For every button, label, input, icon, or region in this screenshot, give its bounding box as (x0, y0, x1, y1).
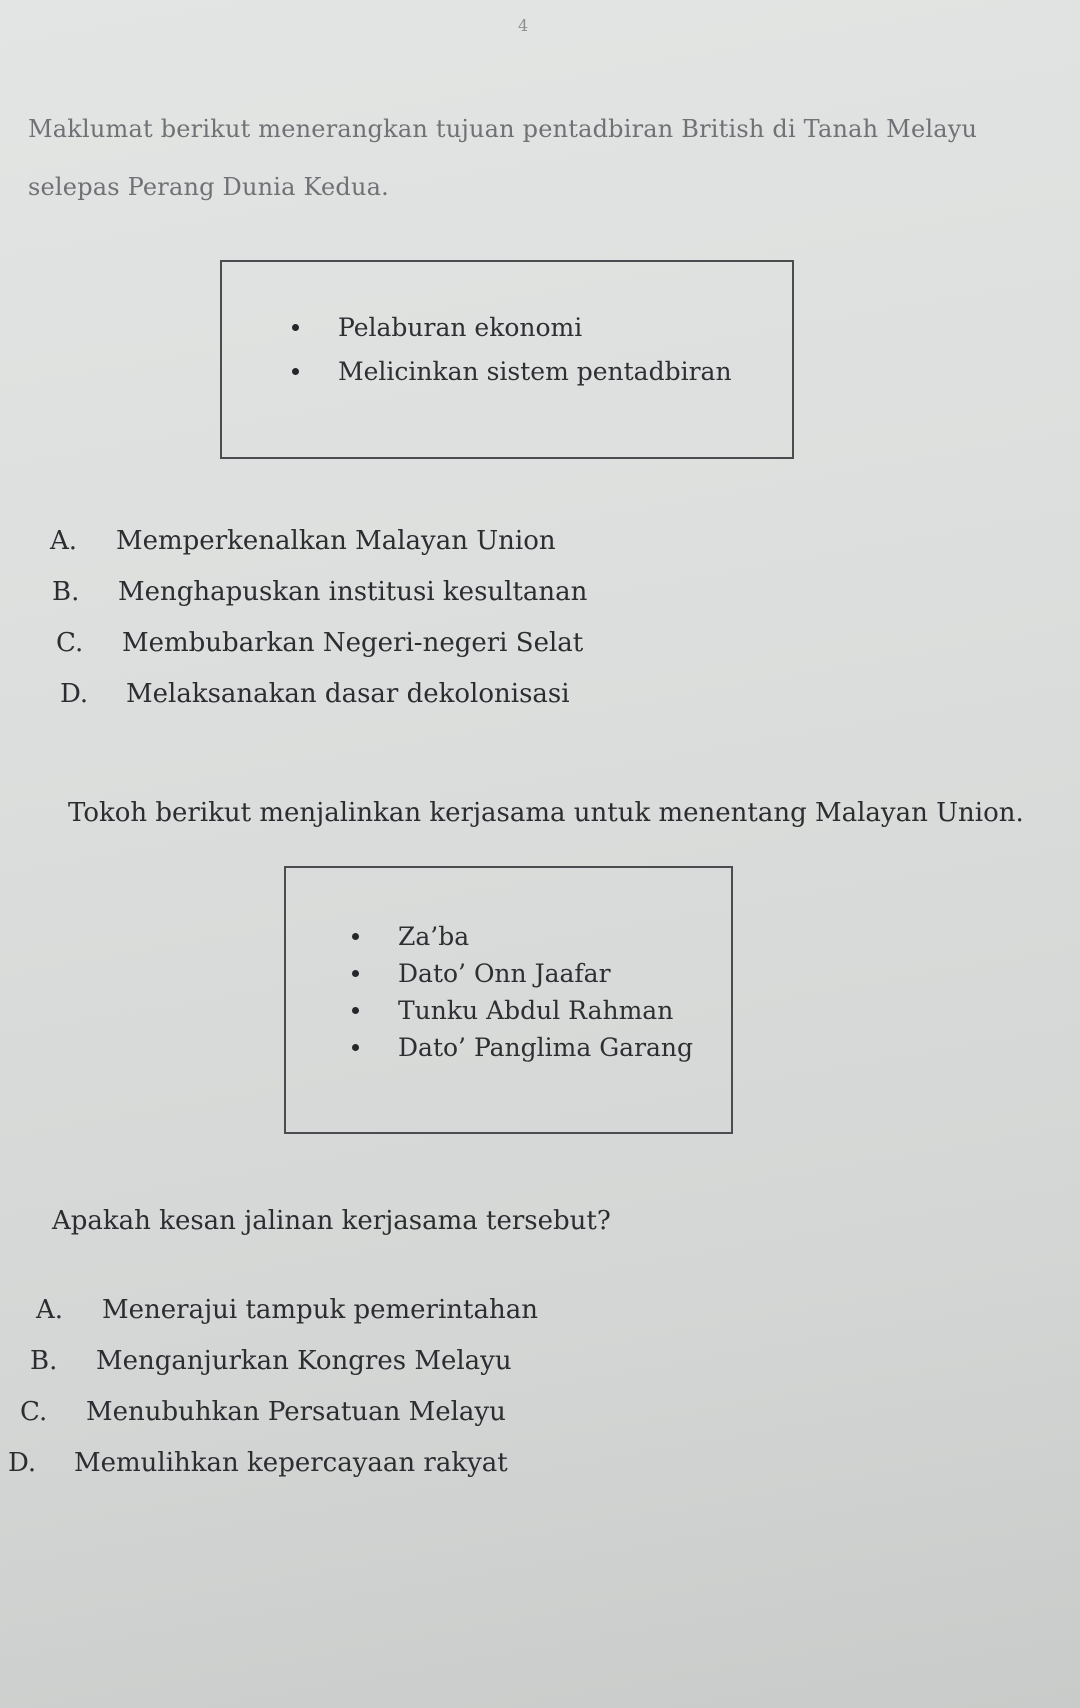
bullet-item (292, 306, 732, 350)
question1-options (50, 516, 588, 720)
option-b[interactable] (30, 1336, 532, 1387)
question2-options (8, 1285, 538, 1489)
option-c[interactable] (56, 618, 591, 669)
bullet-dot-icon (352, 933, 359, 940)
bullet-dot-icon (292, 324, 299, 331)
option-text: Melaksanakan dasar dekolonisasi (126, 679, 570, 709)
bullet-item (292, 350, 732, 394)
question2-ask: Apakah kesan jalinan kerjasama tersebut? (52, 1206, 611, 1236)
bullet-text: Dato’ Panglima Garang (398, 1033, 694, 1062)
bullet-item (352, 1029, 693, 1066)
option-text: Menubuhkan Persatuan Melayu (86, 1397, 506, 1427)
option-letter: D. (60, 679, 89, 709)
option-letter: D. (8, 1448, 37, 1478)
bullet-text: Dato’ Onn Jaafar (398, 959, 611, 988)
option-text: Menganjurkan Kongres Melayu (96, 1346, 512, 1376)
option-letter: A. (50, 526, 78, 556)
bullet-item (352, 918, 693, 955)
question2-bullet-list (352, 918, 693, 1066)
option-letter: C. (56, 628, 84, 658)
bullet-dot-icon (352, 970, 359, 977)
question2-stem: Tokoh berikut menjalinkan kerjasama untuk menentang Malayan Union. (68, 798, 1024, 828)
bullet-item (352, 992, 693, 1029)
bullet-item (352, 955, 693, 992)
option-text: Memperkenalkan Malayan Union (116, 526, 556, 556)
option-text: Menerajui tampuk pemerintahan (102, 1295, 538, 1325)
option-text: Menghapuskan institusi kesultanan (118, 577, 588, 607)
option-text: Membubarkan Negeri-negeri Selat (122, 628, 584, 658)
bullet-text: Pelaburan ekonomi (338, 313, 583, 342)
option-d[interactable] (8, 1438, 510, 1489)
bullet-text: Za’ba (398, 922, 470, 951)
option-text: Memulihkan kepercayaan rakyat (74, 1448, 508, 1478)
option-letter: B. (30, 1346, 58, 1376)
question1-bullet-list (292, 306, 732, 394)
option-letter: A. (36, 1295, 64, 1325)
option-d[interactable] (60, 669, 595, 720)
bullet-dot-icon (352, 1044, 359, 1051)
question1-intro: Maklumat berikut menerangkan tujuan pentadbiran British di Tanah Melayu selepas Perang Dunia Kedua. (28, 115, 978, 201)
bullet-text: Melicinkan sistem pentadbiran (338, 357, 732, 386)
option-c[interactable] (20, 1387, 522, 1438)
question1-info-box (220, 260, 794, 459)
option-letter: B. (52, 577, 80, 607)
bullet-text: Tunku Abdul Rahman (398, 996, 674, 1025)
option-a[interactable] (50, 516, 585, 567)
page-mark: 4 (518, 16, 529, 35)
question2-info-box (284, 866, 733, 1134)
bullet-dot-icon (292, 368, 299, 375)
option-a[interactable] (36, 1285, 538, 1336)
option-letter: C. (20, 1397, 48, 1427)
bullet-dot-icon (352, 1007, 359, 1014)
option-b[interactable] (52, 567, 587, 618)
